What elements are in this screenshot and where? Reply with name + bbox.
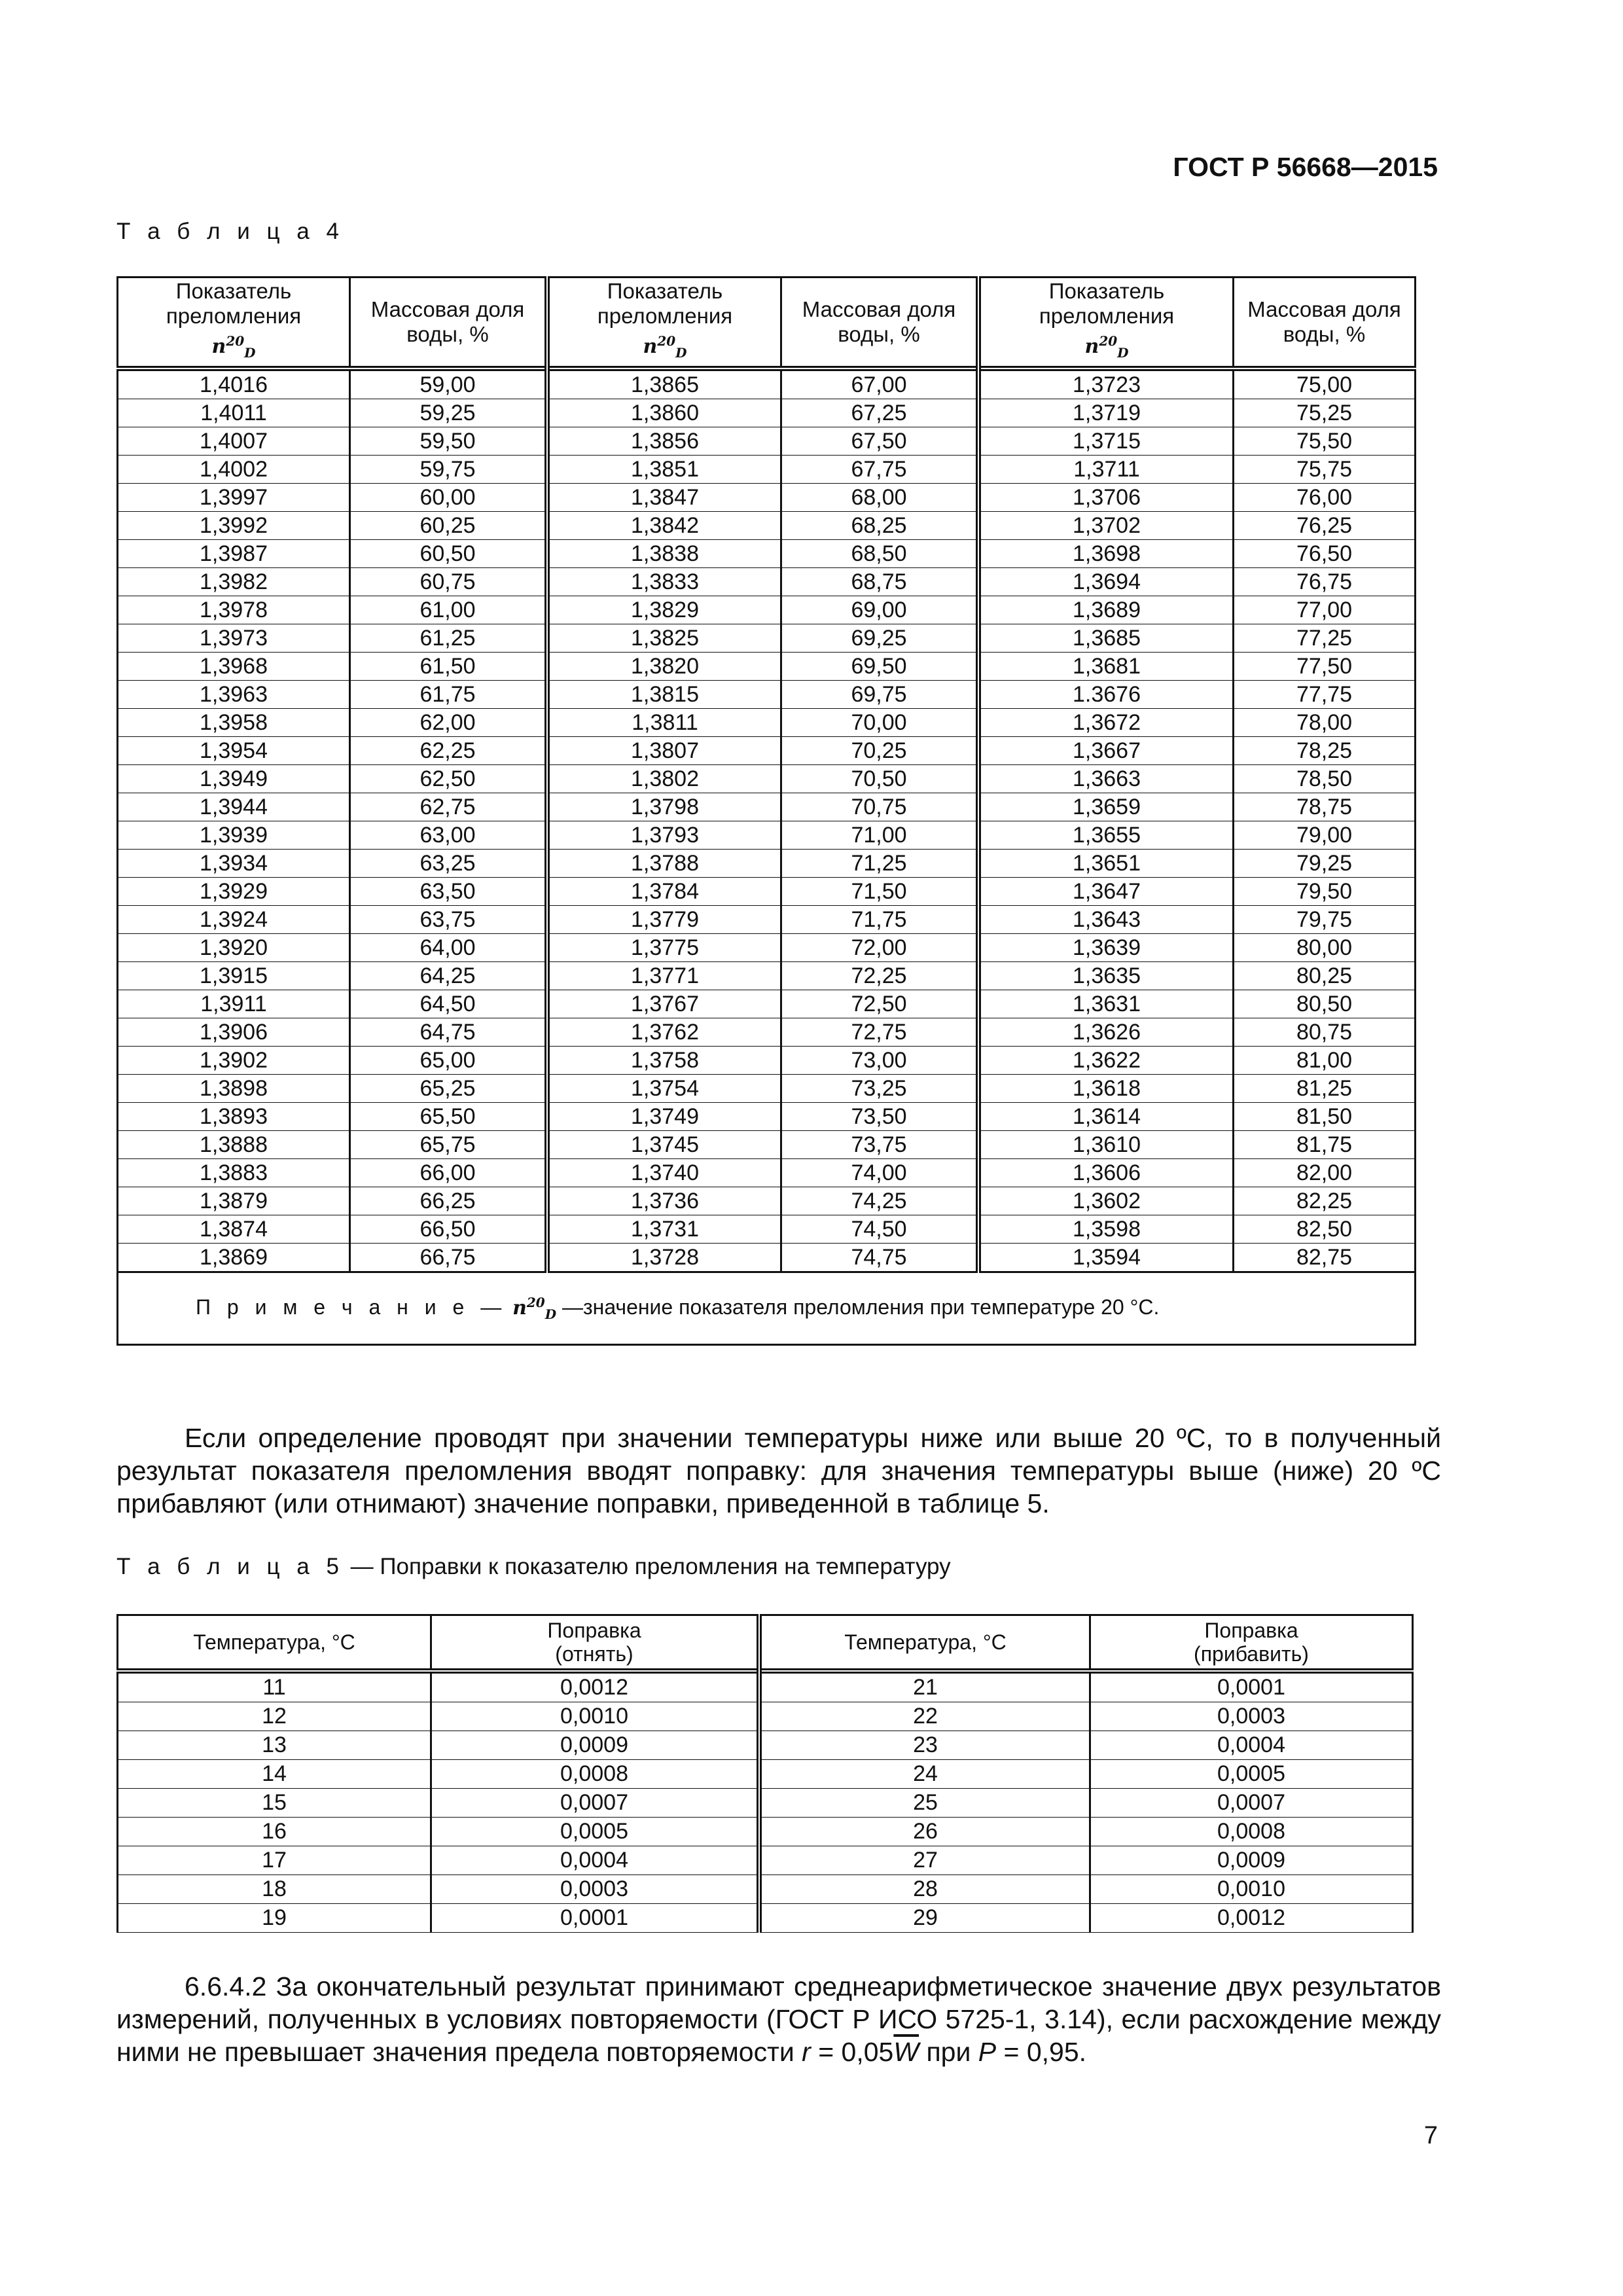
table-cell: 1,3997	[118, 484, 350, 512]
table-cell: 1,4002	[118, 456, 350, 484]
table-cell: 70,50	[781, 765, 979, 793]
table-cell: 80,00	[1234, 934, 1416, 962]
table-cell: 1,3987	[118, 540, 350, 568]
table-cell: 1,3626	[978, 1018, 1234, 1047]
refractive-index-symbol: $n^{20}_D$	[512, 1295, 557, 1322]
table-cell: 75,00	[1234, 368, 1416, 399]
table-cell: 67,50	[781, 427, 979, 456]
table-cell: 1,3833	[547, 568, 781, 596]
table-row	[118, 765, 1416, 793]
col-header-mass-fraction: Массовая доля воды, %	[781, 278, 979, 369]
table-cell: 0,0001	[1090, 1671, 1413, 1702]
table-cell: 1,3902	[118, 1047, 350, 1075]
table-cell: 65,25	[350, 1075, 548, 1103]
table-row	[118, 1731, 1413, 1760]
table-cell: 72,50	[781, 990, 979, 1018]
table-row	[118, 399, 1416, 427]
table-cell: 0,0005	[1090, 1760, 1413, 1789]
table-cell: 1,3715	[978, 427, 1234, 456]
table-cell: 1,3874	[118, 1215, 350, 1244]
table-cell: 24	[759, 1760, 1090, 1789]
table-cell: 1,3784	[547, 878, 781, 906]
refractive-index-symbol: $n^{20}_D$	[643, 333, 687, 361]
table-cell: 0,0009	[431, 1731, 760, 1760]
table-row	[118, 1103, 1416, 1131]
table-cell: 1,3811	[547, 709, 781, 737]
table-cell: 1,3963	[118, 681, 350, 709]
table-row	[118, 368, 1416, 399]
table-cell: 28	[759, 1875, 1090, 1904]
table-cell: 1,3911	[118, 990, 350, 1018]
table-cell: 66,50	[350, 1215, 548, 1244]
table-row	[118, 1244, 1416, 1272]
table-cell: 80,50	[1234, 990, 1416, 1018]
table-cell: 16	[118, 1818, 431, 1846]
table-cell: 60,25	[350, 512, 548, 540]
table-cell: 1,3968	[118, 653, 350, 681]
table-cell: 1,3869	[118, 1244, 350, 1272]
table-row	[118, 512, 1416, 540]
table-cell: 0,0003	[1090, 1702, 1413, 1731]
table-cell: 71,00	[781, 821, 979, 850]
final-result-paragraph: 6.6.4.2 За окончательный результат принимают среднеарифметическое значение двух результатов измерений, полученных в условиях повторяемости (ГОСТ Р ИСО 5725-1, 3.14), если расхождение между ними не превышает значения предела повторяемости $r = 0,05\overline{W}$ при P = 0,95.	[116, 1971, 1441, 2067]
table-row	[118, 1159, 1416, 1187]
table-cell: 67,75	[781, 456, 979, 484]
table-cell: 1,3610	[978, 1131, 1234, 1159]
table-cell: 1,3906	[118, 1018, 350, 1047]
table-cell: 71,50	[781, 878, 979, 906]
table-cell: 82,50	[1234, 1215, 1416, 1244]
table-cell: 1,3934	[118, 850, 350, 878]
table-cell: 1,3643	[978, 906, 1234, 934]
table-cell: 68,75	[781, 568, 979, 596]
table-row	[118, 962, 1416, 990]
table-cell: 76,00	[1234, 484, 1416, 512]
table-row	[118, 1187, 1416, 1215]
table-cell: 1,3618	[978, 1075, 1234, 1103]
table-row	[118, 596, 1416, 624]
table-cell: 68,25	[781, 512, 979, 540]
table-cell: 62,50	[350, 765, 548, 793]
table-cell: 76,25	[1234, 512, 1416, 540]
col-header-refractive-index: Показатель преломления $n^{20}_D$	[547, 278, 781, 369]
table-cell: 1,3793	[547, 821, 781, 850]
table-cell: 64,75	[350, 1018, 548, 1047]
table-cell: 1,3731	[547, 1215, 781, 1244]
table-cell: 1,3631	[978, 990, 1234, 1018]
table-cell: 22	[759, 1702, 1090, 1731]
table-cell: 1,3820	[547, 653, 781, 681]
table-cell: 1,3929	[118, 878, 350, 906]
table-cell: 1,3865	[547, 368, 781, 399]
table-cell: 60,50	[350, 540, 548, 568]
table-cell: 27	[759, 1846, 1090, 1875]
table-cell: 59,50	[350, 427, 548, 456]
temperature-correction-paragraph: Если определение проводят при значении температуры ниже или выше 20 ºС, то в полученный результат показателя преломления вводят поправку: для значения температуры выше (ниже) 20 ºС прибавляют (или отнимают) значение поправки, приведенной в таблице 5.	[116, 1423, 1441, 1518]
table-cell: 63,00	[350, 821, 548, 850]
table-cell: 25	[759, 1789, 1090, 1818]
table-cell: 1,3706	[978, 484, 1234, 512]
table-cell: 15	[118, 1789, 431, 1818]
table-row	[118, 1760, 1413, 1789]
table-cell: 69,00	[781, 596, 979, 624]
table-row	[118, 1818, 1413, 1846]
table-row	[118, 568, 1416, 596]
table-cell: 1,3779	[547, 906, 781, 934]
table-cell: 1,3924	[118, 906, 350, 934]
table-row	[118, 850, 1416, 878]
table-cell: 79,75	[1234, 906, 1416, 934]
table-cell: 62,25	[350, 737, 548, 765]
table-row	[118, 1875, 1413, 1904]
table-row	[118, 737, 1416, 765]
table-cell: 12	[118, 1702, 431, 1731]
table-cell: 77,00	[1234, 596, 1416, 624]
document-code: ГОСТ Р 56668—2015	[1173, 152, 1438, 182]
table-cell: 1,3719	[978, 399, 1234, 427]
table-cell: 1,3651	[978, 850, 1234, 878]
table-cell: 14	[118, 1760, 431, 1789]
table-cell: 68,50	[781, 540, 979, 568]
table-row	[118, 793, 1416, 821]
table-cell: 71,25	[781, 850, 979, 878]
table-row	[118, 1846, 1413, 1875]
table-cell: 82,00	[1234, 1159, 1416, 1187]
table-cell: 69,75	[781, 681, 979, 709]
table5-body	[118, 1671, 1413, 1933]
table-cell: 66,00	[350, 1159, 548, 1187]
table-cell: 0,0012	[1090, 1904, 1413, 1933]
table-cell: 69,50	[781, 653, 979, 681]
table-cell: 0,0004	[431, 1846, 760, 1875]
table-cell: 1,3982	[118, 568, 350, 596]
table-row	[118, 1018, 1416, 1047]
table-cell: 73,50	[781, 1103, 979, 1131]
table-cell: 59,25	[350, 399, 548, 427]
temperature-correction-table	[116, 1614, 1414, 1933]
table-cell: 1,3762	[547, 1018, 781, 1047]
table-cell: 1,3893	[118, 1103, 350, 1131]
page-number: 7	[1423, 2122, 1438, 2149]
table-cell: 79,00	[1234, 821, 1416, 850]
table-row	[118, 1131, 1416, 1159]
table-cell: 75,25	[1234, 399, 1416, 427]
table-cell: 61,00	[350, 596, 548, 624]
table-cell: 1,3681	[978, 653, 1234, 681]
table-row	[118, 1904, 1413, 1933]
table-row	[118, 427, 1416, 456]
table-cell: 70,25	[781, 737, 979, 765]
table-cell: 13	[118, 1731, 431, 1760]
table-cell: 78,00	[1234, 709, 1416, 737]
table-row	[118, 624, 1416, 653]
table-cell: 1,3883	[118, 1159, 350, 1187]
table-cell: 1,3689	[978, 596, 1234, 624]
table-cell: 1,3606	[978, 1159, 1234, 1187]
table-cell: 75,50	[1234, 427, 1416, 456]
table-cell: 1,3728	[547, 1244, 781, 1272]
table-cell: 1,3898	[118, 1075, 350, 1103]
col-header-temperature: Температура, °С	[759, 1615, 1090, 1672]
table-cell: 78,50	[1234, 765, 1416, 793]
table-cell: 77,50	[1234, 653, 1416, 681]
refractive-index-symbol: $n^{20}_D$	[1084, 333, 1129, 361]
table-cell: 1,3802	[547, 765, 781, 793]
table-cell: 61,50	[350, 653, 548, 681]
table-cell: 59,00	[350, 368, 548, 399]
table-cell: 81,25	[1234, 1075, 1416, 1103]
table-cell: 1,3879	[118, 1187, 350, 1215]
table-cell: 65,50	[350, 1103, 548, 1131]
table-cell: 1,3842	[547, 512, 781, 540]
table-cell: 63,75	[350, 906, 548, 934]
table-cell: 11	[118, 1671, 431, 1702]
table-cell: 72,00	[781, 934, 979, 962]
table-cell: 1,4007	[118, 427, 350, 456]
table-cell: 74,00	[781, 1159, 979, 1187]
table-cell: 73,00	[781, 1047, 979, 1075]
table-row	[118, 540, 1416, 568]
table-cell: 1,3838	[547, 540, 781, 568]
table-cell: 1,3749	[547, 1103, 781, 1131]
table-cell: 72,75	[781, 1018, 979, 1047]
table-cell: 75,75	[1234, 456, 1416, 484]
table-row	[118, 906, 1416, 934]
table-cell: 1,3740	[547, 1159, 781, 1187]
table-cell: 1,3954	[118, 737, 350, 765]
table-cell: 0,0001	[431, 1904, 760, 1933]
table-cell: 72,25	[781, 962, 979, 990]
table-row	[118, 1075, 1416, 1103]
table-cell: 1,3702	[978, 512, 1234, 540]
table-cell: 29	[759, 1904, 1090, 1933]
table-cell: 1,3992	[118, 512, 350, 540]
table-cell: 1,3685	[978, 624, 1234, 653]
table-cell: 64,25	[350, 962, 548, 990]
table-cell: 1,3825	[547, 624, 781, 653]
col-header-correction-add: Поправка (прибавить)	[1090, 1615, 1413, 1672]
table5-caption: Т а б л и ц а 5 — Поправки к показателю преломления на температуру	[116, 1554, 951, 1579]
table-cell: 1,3635	[978, 962, 1234, 990]
table-cell: 66,25	[350, 1187, 548, 1215]
table-row	[118, 456, 1416, 484]
table-cell: 17	[118, 1846, 431, 1875]
table-cell: 79,25	[1234, 850, 1416, 878]
table-cell: 1,4016	[118, 368, 350, 399]
table-cell: 82,75	[1234, 1244, 1416, 1272]
table-cell: 1,4011	[118, 399, 350, 427]
table-cell: 1,3698	[978, 540, 1234, 568]
table-cell: 63,50	[350, 878, 548, 906]
table-cell: 1,3659	[978, 793, 1234, 821]
table-cell: 1,3973	[118, 624, 350, 653]
table-cell: 1,3847	[547, 484, 781, 512]
table-cell: 61,75	[350, 681, 548, 709]
table-cell: 1,3807	[547, 737, 781, 765]
table-row	[118, 1702, 1413, 1731]
table-cell: 77,75	[1234, 681, 1416, 709]
table-cell: 62,75	[350, 793, 548, 821]
table-cell: 0,0012	[431, 1671, 760, 1702]
table-cell: 0,0008	[431, 1760, 760, 1789]
table-cell: 68,00	[781, 484, 979, 512]
table-cell: 1,3775	[547, 934, 781, 962]
table-cell: 70,00	[781, 709, 979, 737]
table-cell: 80,75	[1234, 1018, 1416, 1047]
table-cell: 1,3672	[978, 709, 1234, 737]
col-header-mass-fraction: Массовая доля воды, %	[350, 278, 548, 369]
table-cell: 60,00	[350, 484, 548, 512]
col-header-correction-subtract: Поправка (отнять)	[431, 1615, 760, 1672]
table-cell: 0,0010	[1090, 1875, 1413, 1904]
table-cell: 1.3676	[978, 681, 1234, 709]
table-cell: 1,3647	[978, 878, 1234, 906]
table-cell: 81,00	[1234, 1047, 1416, 1075]
table-cell: 78,25	[1234, 737, 1416, 765]
table-cell: 1,3915	[118, 962, 350, 990]
table-cell: 1,3788	[547, 850, 781, 878]
table-cell: 62,00	[350, 709, 548, 737]
table-cell: 1,3663	[978, 765, 1234, 793]
table-cell: 1,3771	[547, 962, 781, 990]
table-cell: 63,25	[350, 850, 548, 878]
table-cell: 0,0004	[1090, 1731, 1413, 1760]
col-header-mass-fraction: Массовая доля воды, %	[1234, 278, 1416, 369]
table-cell: 64,00	[350, 934, 548, 962]
table-row	[118, 1789, 1413, 1818]
table-cell: 0,0007	[1090, 1789, 1413, 1818]
table-row	[118, 821, 1416, 850]
table4-note: П р и м е ч а н и е — $n^{20}_D$ —значение показателя преломления при температуре 20 °С.	[118, 1272, 1416, 1345]
table-row	[118, 681, 1416, 709]
table-cell: 78,75	[1234, 793, 1416, 821]
table-cell: 73,25	[781, 1075, 979, 1103]
table-cell: 1,3598	[978, 1215, 1234, 1244]
table-cell: 0,0010	[431, 1702, 760, 1731]
table-row	[118, 484, 1416, 512]
table-cell: 1,3860	[547, 399, 781, 427]
table-cell: 0,0009	[1090, 1846, 1413, 1875]
table-cell: 1,3815	[547, 681, 781, 709]
table-cell: 1,3711	[978, 456, 1234, 484]
table-cell: 79,50	[1234, 878, 1416, 906]
table-cell: 67,25	[781, 399, 979, 427]
p-symbol: P	[978, 2037, 997, 2067]
table-row	[118, 990, 1416, 1018]
table-cell: 80,25	[1234, 962, 1416, 990]
table-cell: 1,3622	[978, 1047, 1234, 1075]
table-cell: 59,75	[350, 456, 548, 484]
table-cell: 1,3736	[547, 1187, 781, 1215]
table-cell: 74,25	[781, 1187, 979, 1215]
table4-caption: Т а б л и ц а 4	[116, 219, 344, 244]
r-symbol: r	[802, 2037, 811, 2067]
table-cell: 69,25	[781, 624, 979, 653]
table-cell: 61,25	[350, 624, 548, 653]
table-row	[118, 653, 1416, 681]
table-cell: 1,3920	[118, 934, 350, 962]
table-cell: 1,3851	[547, 456, 781, 484]
table-cell: 67,00	[781, 368, 979, 399]
col-header-refractive-index: Показатель преломления $n^{20}_D$	[978, 278, 1234, 369]
table-cell: 1,3944	[118, 793, 350, 821]
table-cell: 66,75	[350, 1244, 548, 1272]
table-cell: 1,3798	[547, 793, 781, 821]
table-cell: 1,3758	[547, 1047, 781, 1075]
table-cell: 21	[759, 1671, 1090, 1702]
col-header-refractive-index: Показатель преломления $n^{20}_D$	[118, 278, 350, 369]
table-cell: 70,75	[781, 793, 979, 821]
table-cell: 81,75	[1234, 1131, 1416, 1159]
table-cell: 18	[118, 1875, 431, 1904]
table-cell: 1,3594	[978, 1244, 1234, 1272]
table-cell: 1,3602	[978, 1187, 1234, 1215]
table-cell: 65,75	[350, 1131, 548, 1159]
table-cell: 1,3655	[978, 821, 1234, 850]
table-cell: 1,3939	[118, 821, 350, 850]
table-cell: 1,3856	[547, 427, 781, 456]
table-cell: 65,00	[350, 1047, 548, 1075]
table-cell: 19	[118, 1904, 431, 1933]
table-cell: 60,75	[350, 568, 548, 596]
table-cell: 1,3829	[547, 596, 781, 624]
table-row	[118, 1047, 1416, 1075]
table-cell: 1,3745	[547, 1131, 781, 1159]
table-cell: 1,3614	[978, 1103, 1234, 1131]
table-cell: 23	[759, 1731, 1090, 1760]
table-cell: 1,3949	[118, 765, 350, 793]
table4-body	[118, 368, 1416, 1272]
table-cell: 73,75	[781, 1131, 979, 1159]
table-cell: 26	[759, 1818, 1090, 1846]
table-cell: 1,3723	[978, 368, 1234, 399]
table-row	[118, 878, 1416, 906]
col-header-temperature: Температура, °С	[118, 1615, 431, 1672]
table-cell: 76,75	[1234, 568, 1416, 596]
table-row	[118, 934, 1416, 962]
table-cell: 81,50	[1234, 1103, 1416, 1131]
table-cell: 1,3767	[547, 990, 781, 1018]
refractive-index-table	[116, 276, 1416, 1346]
table-cell: 0,0007	[431, 1789, 760, 1818]
table-cell: 0,0008	[1090, 1818, 1413, 1846]
table-row	[118, 1671, 1413, 1702]
table-cell: 74,50	[781, 1215, 979, 1244]
table-cell: 1,3694	[978, 568, 1234, 596]
refractive-index-symbol: $n^{20}_D$	[211, 333, 256, 361]
table-row	[118, 709, 1416, 737]
table-row	[118, 1215, 1416, 1244]
table-cell: 1,3639	[978, 934, 1234, 962]
table-cell: 0,0005	[431, 1818, 760, 1846]
table-cell: 1,3888	[118, 1131, 350, 1159]
table-cell: 77,25	[1234, 624, 1416, 653]
table-cell: 82,25	[1234, 1187, 1416, 1215]
table-cell: 1,3754	[547, 1075, 781, 1103]
table-cell: 74,75	[781, 1244, 979, 1272]
table-cell: 1,3667	[978, 737, 1234, 765]
w-mean-symbol: $\overline{W}$	[893, 2037, 919, 2067]
table-cell: 64,50	[350, 990, 548, 1018]
table-cell: 76,50	[1234, 540, 1416, 568]
table-cell: 0,0003	[431, 1875, 760, 1904]
table-cell: 1,3978	[118, 596, 350, 624]
table-cell: 1,3958	[118, 709, 350, 737]
table-cell: 71,75	[781, 906, 979, 934]
